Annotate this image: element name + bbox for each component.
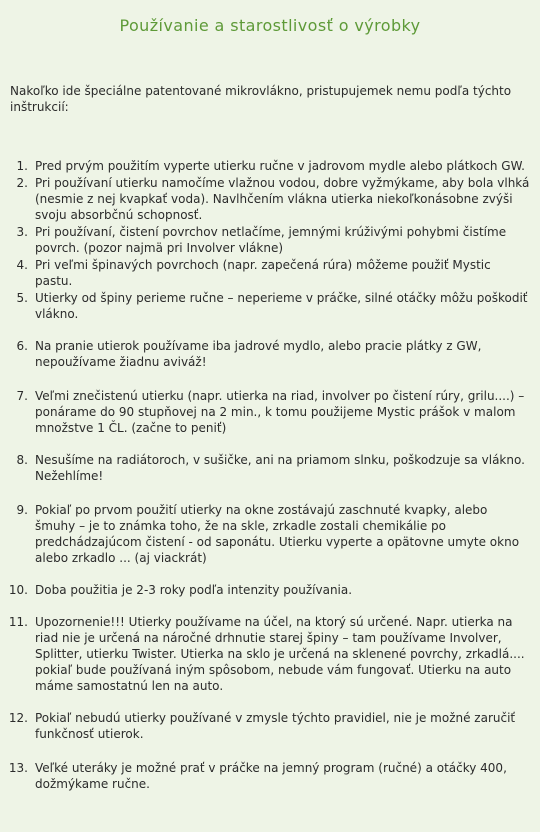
- list-item-number: 1.: [16, 159, 28, 173]
- list-item-text: Veľké uteráky je možné prať v práčke na jemný program (ručné) a otáčky 400, dožmýkame ručne.: [35, 761, 507, 791]
- list-item: [6, 502, 530, 566]
- intro-paragraph: Nakoľko ide špeciálne patentované mikrovlákno, pristupujemek nemu podľa týchto inštrukcií:: [10, 84, 512, 114]
- list-item: [6, 614, 530, 694]
- list-item-number: 6.: [16, 339, 28, 353]
- list-item-text: Pri používaní, čistení povrchov netlačíme, jemnými krúživými pohybmi čistíme povrch. (pozor najmä pri Involver vlákne): [35, 225, 507, 255]
- list-item-number: 12.: [8, 711, 28, 725]
- list-item: [6, 338, 530, 370]
- list-item: [6, 710, 530, 742]
- list-item: [6, 224, 530, 256]
- list-item-text: Veľmi znečistenú utierku (napr. utierka na riad, involver po čistení rúry, grilu....) – ponárame do 90 stupňovej na 2 min., k tomu použijeme Mystic prášok v malom množstve 1 ČL. (začne to peniť): [35, 389, 525, 435]
- list-item-number: 8.: [16, 453, 28, 467]
- list-item-text: Pri používaní utierku namočíme vlažnou vodou, dobre vyžmýkame, aby bola vlhká (nesmie z nej kvapkať voda). Navlhčením vlákna utierka niekoľkonásobne zvýši svoju absorbčnú schopnosť.: [35, 176, 530, 222]
- list-item-text: Na pranie utierok používame iba jadrové mydlo, alebo pracie plátky z GW, nepoužívame žiadnu aviváž!: [35, 339, 482, 369]
- list-item-text: Pokiaľ nebudú utierky používané v zmysle týchto pravidiel, nie je možné zaručiť funkčnosť utierok.: [35, 711, 516, 741]
- list-item-text: Utierky od špiny perieme ručne – neperieme v práčke, silné otáčky môžu poškodiť vlákno.: [35, 291, 528, 321]
- list-item-text: Upozornenie!!! Utierky používame na účel, na ktorý sú určené. Napr. utierka na riad nie je určená na náročné drhnutie starej špiny – tam používame Involver, Splitter, utierku Twister. Utierka na sklo je určená na sklenené povrchy, zrkadlá.... pokiaľ bude používaná iným spôsobom, nebude vám fungovať. Utierku na auto máme samostatnú len na auto.: [35, 615, 525, 693]
- list-item-text: Nesušíme na radiátoroch, v sušičke, ani na priamom slnku, poškodzuje sa vlákno. Nežehlíme!: [35, 453, 525, 483]
- list-item-number: 13.: [8, 761, 28, 775]
- list-item-number: 7.: [16, 389, 28, 403]
- list-item: [6, 582, 530, 598]
- list-item: [6, 452, 530, 484]
- list-item-text: Doba použitia je 2-3 roky podľa intenzity používania.: [35, 583, 353, 597]
- instruction-list: [6, 158, 530, 792]
- list-item: [6, 257, 530, 289]
- list-item-text: Pred prvým použitím vyperte utierku ručne v jadrovom mydle alebo plátkoch GW.: [35, 159, 525, 173]
- list-item: [6, 158, 530, 174]
- list-item-number: 5.: [16, 291, 28, 305]
- list-item-number: 2.: [16, 176, 28, 190]
- list-item-number: 11.: [8, 615, 28, 629]
- list-item: [6, 175, 530, 223]
- list-item: [6, 760, 530, 792]
- list-item-number: 4.: [16, 258, 28, 272]
- list-item-text: Pokiaľ po prvom použití utierky na okne zostávajú zaschnuté kvapky, alebo šmuhy – je to známka toho, že na skle, zrkadle zostali chemikálie po predchádzajúcom čistení - od saponátu. Utierku vyperte a opätovne umyte okno alebo zrkadlo ... (aj viackrát): [35, 503, 520, 565]
- page-title: Používanie a starostlivosť o výrobky: [119, 16, 421, 35]
- list-item-text: Pri veľmi špinavých povrchoch (napr. zapečená rúra) môžeme použiť Mystic pastu.: [35, 258, 491, 288]
- list-item-number: 3.: [16, 225, 28, 239]
- list-item-number: 9.: [16, 503, 28, 517]
- list-item-number: 10.: [8, 583, 28, 597]
- list-item: [6, 290, 530, 322]
- list-item: [6, 388, 530, 436]
